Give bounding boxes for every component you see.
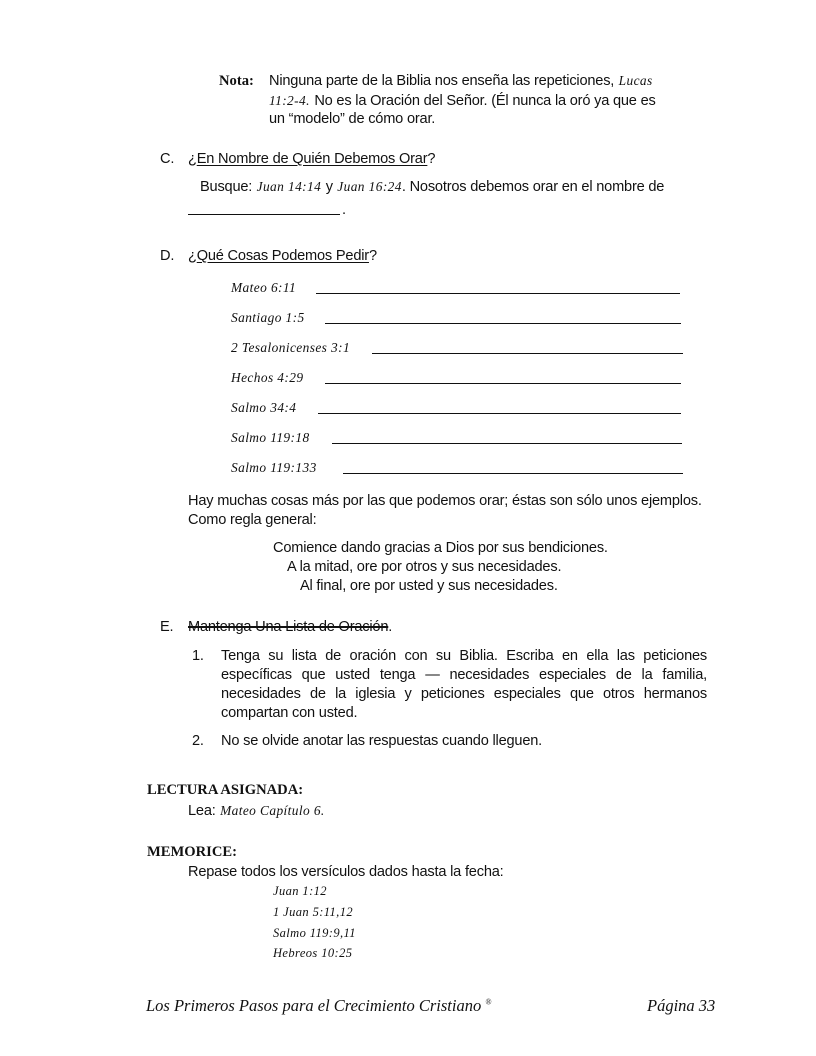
section-d-paragraph: Hay muchas cosas más por las que podemos orar; éstas son sólo unos ejemplos. <box>188 493 702 509</box>
list-item-line: Tenga su lista de oración con su Biblia. Escriba en ella las peticiones <box>221 648 707 664</box>
busque-label: Busque: <box>200 179 253 195</box>
page-number: Página 33 <box>647 996 716 1015</box>
list-item-line: específicas que usted tenga — necesidades especiales de la familia, <box>221 667 707 683</box>
note-line-3: un “modelo” de cómo orar. <box>269 111 436 127</box>
verse-ref: 2 Tesalonicenses 3:1 <box>231 340 351 355</box>
section-d-paragraph: Como regla general: <box>188 512 317 528</box>
verse-ref: Salmo 119:133 <box>231 460 317 475</box>
note-ref: 11:2-4. <box>269 93 310 108</box>
lectura-heading: LECTURA ASIGNADA: <box>147 782 304 798</box>
note-text: No es la Oración del Señor. (Él nunca la oró ya que es <box>314 93 656 109</box>
section-c-title: En Nombre de Quién Debemos Orar <box>196 151 428 167</box>
question-mark: ¿ <box>188 151 197 167</box>
memorice-intro: Repase todos los versículos dados hasta la fecha: <box>188 864 504 880</box>
verse-ref: Juan 16:24 <box>337 179 402 194</box>
busque-sentence: . Nosotros debemos orar en el nombre de <box>401 179 665 195</box>
list-number: 1. <box>192 648 204 664</box>
answer-blank <box>188 214 340 215</box>
verse-ref: Salmo 34:4 <box>231 400 297 415</box>
answer-blank <box>325 323 681 324</box>
verse-ref: Juan 14:14 <box>256 179 322 194</box>
verse-ref: 1 Juan 5:11,12 <box>273 905 354 919</box>
verse-ref: Mateo 6:11 <box>231 280 297 295</box>
note-line-1 <box>269 72 653 90</box>
conjunction: y <box>325 179 333 195</box>
note-label: Nota: <box>219 73 254 89</box>
verse-ref: Juan 1:12 <box>273 884 327 898</box>
verse-ref: Santiago 1:5 <box>231 310 305 325</box>
question-mark: ? <box>368 248 377 264</box>
period: . <box>342 202 346 218</box>
question-mark: ? <box>427 151 436 167</box>
question-mark: ¿ <box>188 248 197 264</box>
list-item-line: necesidades de la iglesia y peticiones especiales que otros hermanos <box>221 686 707 702</box>
lectura-line <box>188 802 325 820</box>
note-text: Ninguna parte de la Biblia nos enseña las repeticiones, <box>269 73 615 89</box>
section-d-heading <box>188 248 377 264</box>
memorice-heading: MEMORICE: <box>147 844 237 860</box>
answer-blank <box>372 353 683 354</box>
answer-blank <box>318 413 681 414</box>
section-c-busque <box>200 178 664 196</box>
list-item-line: No se olvide anotar las respuestas cuando lleguen. <box>221 733 543 749</box>
registered-mark: ® <box>485 997 492 1007</box>
section-e-letter: E. <box>160 619 174 635</box>
note-ref: Lucas <box>618 73 653 88</box>
verse-ref: Hechos 4:29 <box>231 370 304 385</box>
answer-blank <box>332 443 682 444</box>
list-number: 2. <box>192 733 204 749</box>
section-c-heading <box>188 151 435 167</box>
answer-blank <box>316 293 680 294</box>
answer-blank <box>325 383 681 384</box>
section-d-title: Qué Cosas Podemos Pedir <box>196 248 369 264</box>
verse-ref: Salmo 119:9,11 <box>273 926 356 940</box>
verse-ref: Salmo 119:18 <box>231 430 310 445</box>
lea-label: Lea: <box>188 803 216 819</box>
section-d-letter: D. <box>160 248 175 264</box>
book-title: Los Primeros Pasos para el Crecimiento Cristiano <box>146 996 482 1015</box>
prayer-rule: Comience dando gracias a Dios por sus bendiciones. <box>273 540 608 556</box>
list-item-line: compartan con usted. <box>221 705 358 721</box>
verse-ref: Mateo Capítulo 6. <box>220 803 325 818</box>
section-e-title: Mantenga Una Lista de Oración <box>188 619 389 635</box>
answer-blank <box>343 473 683 474</box>
period: . <box>388 619 393 635</box>
section-e-heading <box>188 619 392 635</box>
prayer-rule: Al final, ore por usted y sus necesidades. <box>300 578 558 594</box>
prayer-rule: A la mitad, ore por otros y sus necesidades. <box>287 559 562 575</box>
verse-ref: Hebreos 10:25 <box>273 946 353 960</box>
footer-title <box>146 996 491 1016</box>
note-line-2 <box>269 92 656 110</box>
section-c-letter: C. <box>160 151 175 167</box>
